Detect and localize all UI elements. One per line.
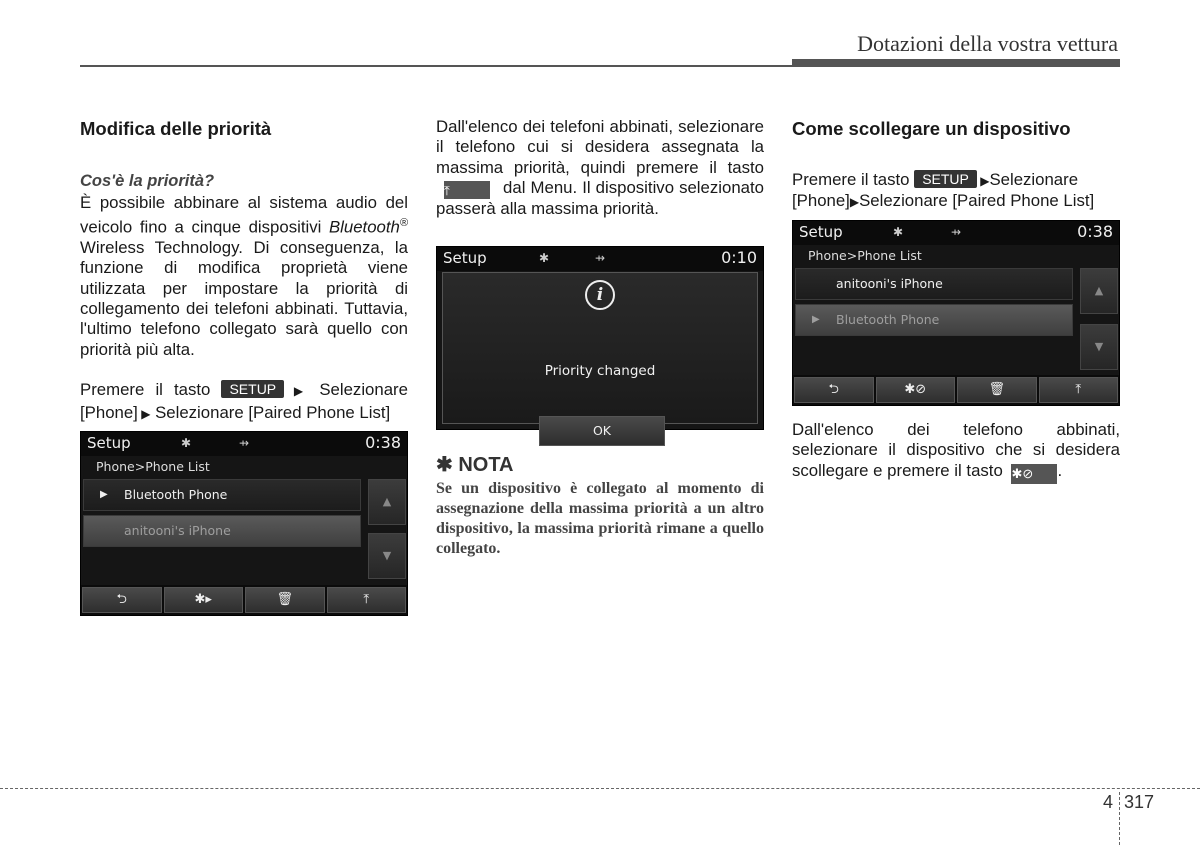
arrow-right-icon: ▶ [137, 407, 151, 421]
usb-status-icon: ⇸ [951, 225, 962, 239]
play-icon: ▶ [812, 314, 820, 325]
bluetooth-connect-button[interactable]: ✱▸ [164, 587, 244, 613]
info-icon: i [585, 280, 615, 310]
screen-clock: 0:38 [365, 433, 401, 452]
running-header: Dotazioni della vostra vettura [857, 31, 1118, 56]
priority-button[interactable]: ⤒ [1039, 377, 1119, 403]
arrow-right-icon: ▶ [976, 174, 990, 188]
screen-clock: 0:10 [721, 248, 757, 267]
bluetooth-disconnect-button[interactable]: ✱⊘ [876, 377, 956, 403]
bluetooth-status-icon: ✱ [181, 436, 192, 450]
setup-key-icon: SETUP [221, 380, 284, 398]
delete-button[interactable]: 🗑 [245, 587, 325, 613]
left-instruction: Premere il tasto SETUP ▶ Selezionare [Phone] ▶ Selezionare [Paired Phone List] [80, 380, 408, 422]
usb-status-icon: ⇸ [239, 436, 250, 450]
middle-instruction: Dall'elenco dei telefoni abbinati, selezionare il telefono cui si desidera assegnata la massima priorità, quindi premere il tasto ⤒ dal Menu. Il dispositivo selezionato passerà alla massima priorità. [436, 117, 764, 218]
popup-message: Priority changed [544, 363, 656, 379]
right-instruction: Premere il tasto SETUP ▶Selezionare [Phone]▶Selezionare [Paired Phone List] [792, 170, 1095, 211]
header-rule [80, 65, 1120, 67]
delete-button[interactable]: 🗑 [957, 377, 1037, 403]
play-icon: ▶ [100, 489, 108, 500]
screen-title: Setup [799, 223, 843, 241]
bluetooth-status-icon: ✱ [893, 225, 904, 239]
footer-rule [0, 788, 1200, 789]
scroll-up-button[interactable]: ▲ [1080, 268, 1118, 314]
priority-button[interactable]: ⤒ [327, 587, 407, 613]
page-number: 317 [1124, 792, 1155, 812]
phone-list-item[interactable]: ▶ Bluetooth Phone [83, 479, 361, 511]
confirmation-popup [442, 272, 758, 438]
subheading-what-is-priority: Cos'è la priorità? [80, 172, 215, 190]
scroll-down-button[interactable]: ▼ [1080, 324, 1118, 370]
setup-key-icon: SETUP [914, 170, 977, 188]
screen-softkeys [81, 585, 407, 615]
note-heading: ✱ NOTA [436, 454, 514, 476]
asterisk-icon: ✱ [436, 454, 453, 476]
back-button[interactable]: ⮌ [82, 587, 162, 613]
bluetooth-status-icon: ✱ [539, 251, 550, 265]
screen-breadcrumb: Phone>Phone List [96, 459, 210, 474]
screen-softkeys [793, 375, 1119, 405]
phone-list-item[interactable]: ▶ Bluetooth Phone [795, 304, 1073, 336]
ok-button[interactable]: OK [539, 416, 665, 446]
arrow-right-icon: ▶ [284, 384, 320, 398]
phone-list-item[interactable]: anitooni's iPhone [795, 268, 1073, 300]
screen-title: Setup [443, 249, 487, 267]
footer-divider [1119, 792, 1120, 845]
disconnect-key-icon: ✱⊘ [1011, 464, 1057, 484]
section-heading-disconnect: Come scollegare un dispositivo [792, 118, 1071, 139]
priority-key-icon: ⤒ [444, 181, 490, 199]
section-heading-priority: Modifica delle priorità [80, 118, 272, 139]
screen-breadcrumb: Phone>Phone List [808, 248, 922, 263]
usb-status-icon: ⇸ [595, 251, 606, 265]
priority-changed-screen [436, 246, 764, 438]
back-button[interactable]: ⮌ [794, 377, 874, 403]
priority-explanation: È possibile abbinare al sistema audio del veicolo fino a cinque dispositivi Bluetooth® Wireless Technology. Di conseguenza, la funzione di modifica proprietà viene utilizzata per impostare la priorità di collegamento dei telefoni abbinati. Tuttavia, l'ultimo telefono collegato sarà quello con priorità più alta. [80, 193, 408, 359]
scroll-down-button[interactable]: ▼ [368, 533, 406, 579]
chapter-number: 4 [1103, 792, 1114, 812]
screen-clock: 0:38 [1077, 222, 1113, 241]
disconnect-instruction: Dall'elenco dei telefono abbinati, selezionare il dispositivo che si desidera scollegare e premere il tasto ✱⊘ . [792, 420, 1120, 484]
phone-list-item[interactable]: anitooni's iPhone [83, 515, 361, 547]
note-text: Se un dispositivo è collegato al momento di assegnazione della massima priorità a un altro dispositivo, la massima priorità rimane a quello collegato. [436, 480, 764, 557]
scroll-up-button[interactable]: ▲ [368, 479, 406, 525]
arrow-right-icon: ▶ [849, 195, 860, 210]
phone-list-screen [80, 431, 408, 616]
screen-title: Setup [87, 434, 131, 452]
phone-list-screen [792, 220, 1120, 406]
